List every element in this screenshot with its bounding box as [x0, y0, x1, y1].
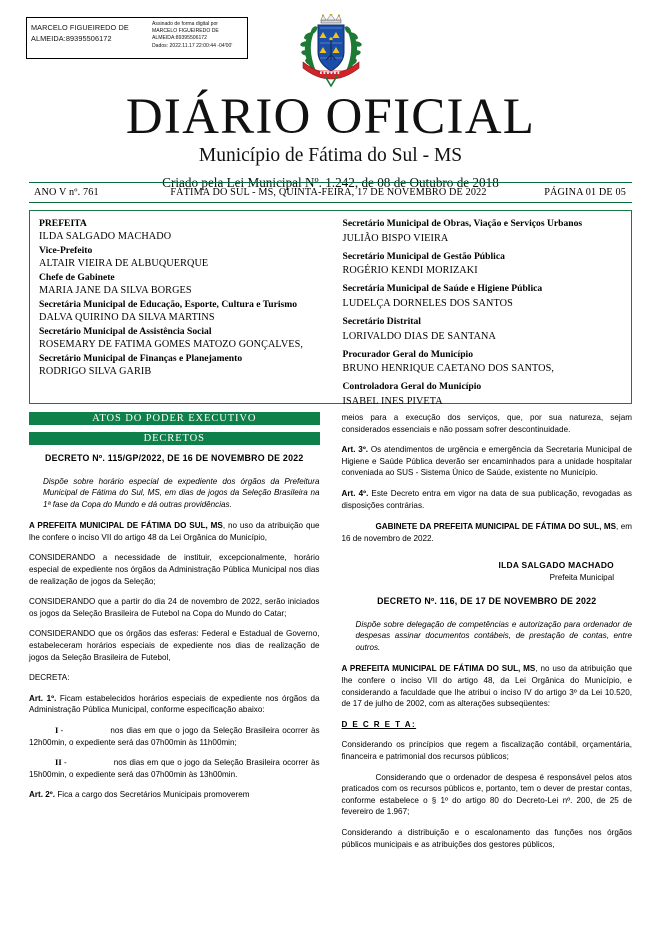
official-name: ROSEMARY DE FATIMA GOMES MATOZO GONÇALVES, — [39, 339, 304, 351]
masthead-subtitle: Município de Fátima do Sul - MS — [198, 145, 463, 166]
body-column-left — [29, 412, 320, 924]
art3-label: Art. 3º. — [341, 445, 369, 455]
decreto-115-title: DECRETO Nº. 115/GP/2022, DE 16 DE NOVEMBRO DE 2022 — [44, 453, 304, 463]
issue-date-line: FÁTIMA DO SUL - MS, QUINTA-FEIRA, 17 DE NOVEMBRO DE 2022 — [170, 187, 487, 198]
decreto-116-considerando-1: Considerando os princípios que regem a fiscalização contábil, orçamentária, financeira e patrimonial dos recursos públicos; — [341, 740, 632, 761]
preambulo-bold: A PREFEITA MUNICIPAL DE FÁTIMA DO SUL, MS — [29, 521, 223, 531]
signature-signer — [27, 18, 147, 58]
officials-column-right — [331, 215, 632, 408]
decreto-115-gabinete — [342, 521, 633, 544]
official-name: ALTAIR VIEIRA DE ALBUQUERQUE — [39, 258, 209, 270]
official-name: LUDELÇA DORNELES DOS SANTOS — [342, 297, 513, 309]
inciso-1-text: nos dias em que o jogo da Seleção Brasileira ocorrer às 12h00min, o expediente será das 07h00min às 11h00min; — [29, 726, 320, 747]
signature-detail-line1: Assinado de forma digital por — [152, 21, 218, 27]
official-name: RODRIGO SILVA GARIB — [39, 366, 152, 378]
masthead — [0, 89, 661, 192]
decreto-115-ementa: Dispõe sobre horário especial de expediente dos órgãos da Prefeitura Municipal de Fátima do Sul, MS, em dias de jogos da Seleção Brasileira na 1ª fase da Copa do Mundo e dá outras providências. — [43, 476, 320, 509]
decreto-115-inciso-2 — [29, 757, 320, 780]
preambulo-rest: , no uso da atribuição que lhe confere o inciso VII do artigo 48, da Lei Orgânica do Município, e considerando a faculdade que lhe atribui o inciso IV do artigo 3º da Lei 10.520, de 17 de julho de 2002, com as alterações subseqüentes: — [341, 664, 633, 709]
official-role: Secretário Distrital — [342, 316, 421, 328]
art1-text: Ficam estabelecidos horários especiais de expediente nos órgãos da Administração Pública Municipal, conforme especificação abaixo: — [29, 693, 320, 715]
signature-signer-line1: MARCELO FIGUEIREDO DE — [31, 23, 129, 32]
signature-detail-line3: ALMEIDA:89395506172 — [152, 35, 207, 42]
official-role: Vice-Prefeito — [39, 245, 93, 256]
section-header-decretos: DECRETOS — [29, 432, 320, 445]
official-name: JULIÃO BISPO VIEIRA — [342, 232, 449, 244]
decreto-115-decreta: DECRETA: — [29, 673, 70, 683]
decreto-115-signature-name: ILDA SALGADO MACHADO — [498, 560, 614, 571]
officials-box — [29, 210, 632, 408]
decreto-116-ementa: Dispõe sobre delegação de competências e autorização para ordenador de despesas assinar documentos contábeis, de prestação de contas, entre outros. — [355, 619, 632, 652]
art3-text: Os atendimentos de urgência e emergência da Secretaria Municipal de Higiene e Saúde Pública deverão ser encaminhados para a unidade hospitalar conveniada ao SUS - Sistema Único de Saúde, existente no Município. — [341, 445, 632, 478]
official-name: DALVA QUIRINO DA SILVA MARTINS — [39, 312, 215, 324]
inciso-1-dash-spacer: - — [58, 726, 66, 735]
masthead-law-line: Criado pela Lei Municipal Nº. 1.242, de 08 de Outubro de 2018 — [162, 175, 499, 190]
decreto-115-considerando-2: CONSIDERANDO que a partir do dia 24 de novembro de 2022, serão iniciados os jogos da Seleção Brasileira de Futebol na Copa do Mundo do Catar; — [29, 597, 320, 618]
gabinete-bold: GABINETE DA PREFEITA MUNICIPAL DE FÁTIMA DO SUL, MS — [375, 522, 617, 532]
signature-details — [147, 18, 247, 58]
decreto-115-signature-role: Prefeita Municipal — [549, 572, 614, 582]
decreto-116-considerando-2 — [342, 772, 633, 818]
considerando-2-text: Considerando que o ordenador de despesa é responsável pelos atos praticados com os recursos públicos e, portanto, tem o dever de prestar contas, conforme estabelece o § 1º do artigo 80 do Decreto-Lei nº. 200, de 25 de fevereiro de 1.967; — [341, 772, 632, 817]
gabinete-rest: , em 16 de novembro de 2022. — [341, 522, 632, 543]
section-header-atos: ATOS DO PODER EXECUTIVO — [29, 412, 320, 425]
official-name: BRUNO HENRIQUE CAETANO DOS SANTOS, — [342, 363, 555, 375]
inciso-2-text: nos dias em que o jogo da Seleção Brasileira ocorrer às 15h00min, o expediente será das 07h00min às 13h00min. — [29, 758, 320, 779]
issue-info-bar — [29, 182, 632, 203]
official-role: Procurador Geral do Município — [342, 348, 473, 360]
page-number-label: PÁGINA 01 DE 05 — [544, 187, 626, 198]
decreta-label: D E C R E T A: — [341, 719, 417, 729]
official-role: Secretário Municipal de Obras, Viação e Serviços Urbanos — [342, 218, 583, 229]
official-role: Secretário Municipal de Gestão Pública — [342, 250, 505, 262]
decreto-116-preambulo — [342, 663, 633, 709]
decreto-115-considerando-3: CONSIDERANDO que os órgãos das esferas: Federal e Estadual de Governo, estabeleceram horários especiais de expediente nos dias de realização de jogos da Seleção Brasileira de Futebol, — [29, 629, 320, 662]
official-role: Secretária Municipal de Educação, Esporte, Cultura e Turismo — [39, 299, 298, 310]
art4-text: Este Decreto entra em vigor na data de sua publicação, revogadas as disposições contrárias. — [341, 488, 632, 510]
signature-signer-line2: ALMEIDA:89395506172 — [31, 34, 112, 43]
signature-detail-line2: MARCELO FIGUEIREDO DE — [152, 28, 219, 35]
decreto-115-preambulo — [29, 520, 320, 543]
official-name: ROGÉRIO KENDI MORIZAKI — [342, 265, 478, 277]
body-column-right — [342, 412, 633, 924]
official-role: Secretária Municipal de Saúde e Higiene Pública — [342, 283, 543, 295]
official-role: Controladora Geral do Município — [342, 381, 482, 393]
issue-year-number: ANO V nº. 761 — [34, 187, 99, 198]
decreto-116-title: DECRETO Nº. 116, DE 17 DE NOVEMBRO DE 2022 — [377, 596, 597, 607]
inciso-2-roman: II — [55, 757, 62, 768]
decreto-116-considerando-3: Considerando a distribuição e o escalonamento das funções nos órgãos públicos municipais e as atribuições dos gestores públicos, — [341, 827, 632, 849]
preambulo-bold: A PREFEITA MUNICIPAL DE FÁTIMA DO SUL, MS — [341, 664, 536, 674]
art4-label: Art. 4º. — [341, 488, 369, 498]
signature-detail-line4: Dados: 2022.11.17 22:00:44 -04'00' — [152, 42, 233, 49]
decreto-115-art2-part1 — [29, 789, 320, 801]
preambulo-rest: , no uso da atribuição que lhe confere o inciso VII do artigo 48 da Lei Orgânica do Município, — [29, 521, 320, 542]
decreto-115-art2-part2: meios para a execução dos serviços, que, por sua natureza, sejam considerados essenciais e não possam sofrer descontinuidade. — [341, 413, 632, 434]
art2-label: Art. 2º. — [29, 790, 56, 800]
decreto-115-art3 — [342, 444, 633, 479]
officials-column-left — [30, 215, 331, 403]
official-name: ISABEL INES PIVETA — [342, 396, 443, 408]
official-role: Chefe de Gabinete — [39, 272, 115, 283]
official-name: LORIVALDO DIAS DE SANTANA — [342, 330, 496, 342]
inciso-2-dash-spacer: - — [61, 758, 69, 768]
page-title: DIÁRIO OFICIAL — [125, 89, 536, 145]
decreto-115-inciso-1 — [29, 725, 320, 748]
decreto-116-decreta — [342, 719, 633, 731]
art2-text-part1: Fica a cargo dos Secretários Municipais promoverem — [55, 790, 250, 800]
inciso-1-roman: I — [55, 725, 59, 735]
decreto-115-considerando-1: CONSIDERANDO a necessidade de instituir, excepcionalmente, horário especial de expediente nos órgãos da Administração Pública Municipal nos dias de realização de jogos da Seleção; — [29, 553, 320, 586]
body-columns — [29, 412, 632, 924]
decreto-115-art4 — [342, 488, 633, 511]
decreto-115-art1 — [29, 693, 320, 716]
digital-signature-stamp — [26, 17, 248, 59]
art1-label: Art. 1º. — [29, 693, 57, 703]
official-name: ILDA SALGADO MACHADO — [39, 231, 172, 243]
official-name: MARIA JANE DA SILVA BORGES — [39, 285, 192, 297]
official-role: Secretário Municipal de Assistência Social — [39, 326, 212, 337]
brasao-municipal-icon — [295, 14, 367, 90]
official-role: PREFEITA — [39, 218, 87, 229]
official-role: Secretário Municipal de Finanças e Planejamento — [39, 353, 243, 364]
